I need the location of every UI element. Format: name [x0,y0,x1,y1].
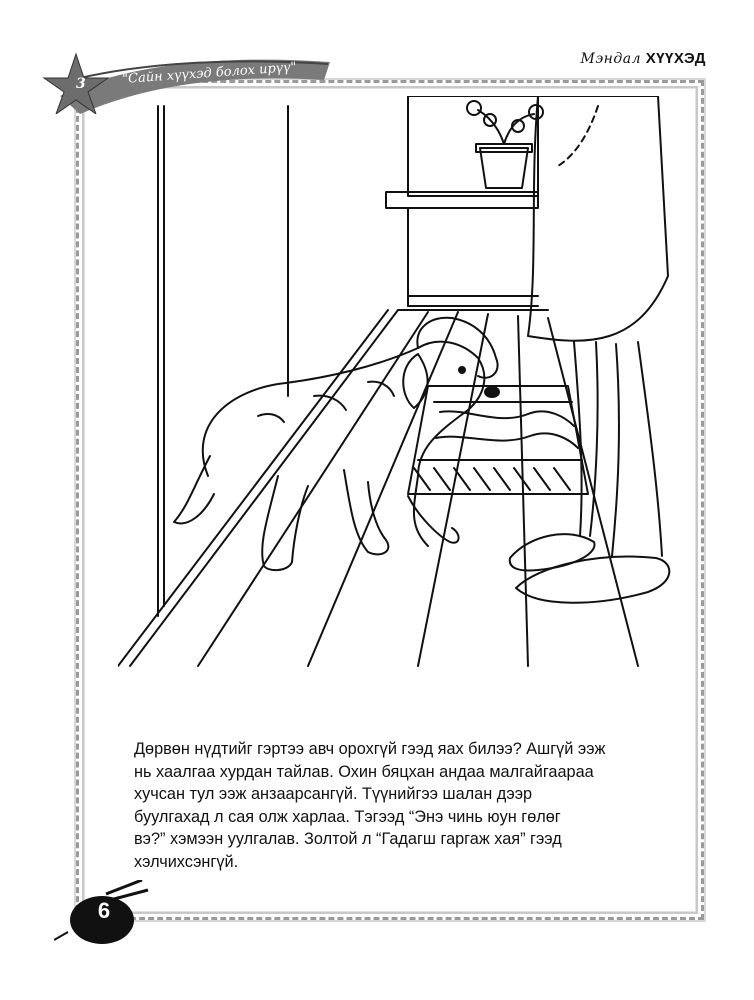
story-line: вэ?” хэмээн уулгалав. Золтой л “Гадагш гаргаж хая” гээд [134,830,562,849]
story-line: хэлчихсэнгүй. [134,852,239,871]
magazine-brand [580,50,706,67]
chapter-number: 3 [76,76,86,92]
story-line: буулгахад л сая олж харлаа. Тэгээд “Энэ чинь юун гөлөг [134,807,561,826]
puppy-illustration [118,96,678,676]
chapter-title: "Сайн хүүхэд болох ирүү" [121,59,298,88]
story-line: хучсан тул ээж анзаарсангүй. Түүнийгээ шалан дээр [134,785,533,804]
brand-script: Мэндал [580,51,642,67]
page-number: 6 [97,898,111,923]
story-text [134,738,674,874]
story-line: нь хаалгаа хурдан тайлав. Охин бяцхан андаа малгайгаараа [134,762,594,781]
story-line: Дөрвөн нүдтийг гэртээ авч орохгүй гээд яах билээ? Ашгүй ээж [134,740,606,758]
brand-bold: ХҮҮХЭД [645,50,706,67]
